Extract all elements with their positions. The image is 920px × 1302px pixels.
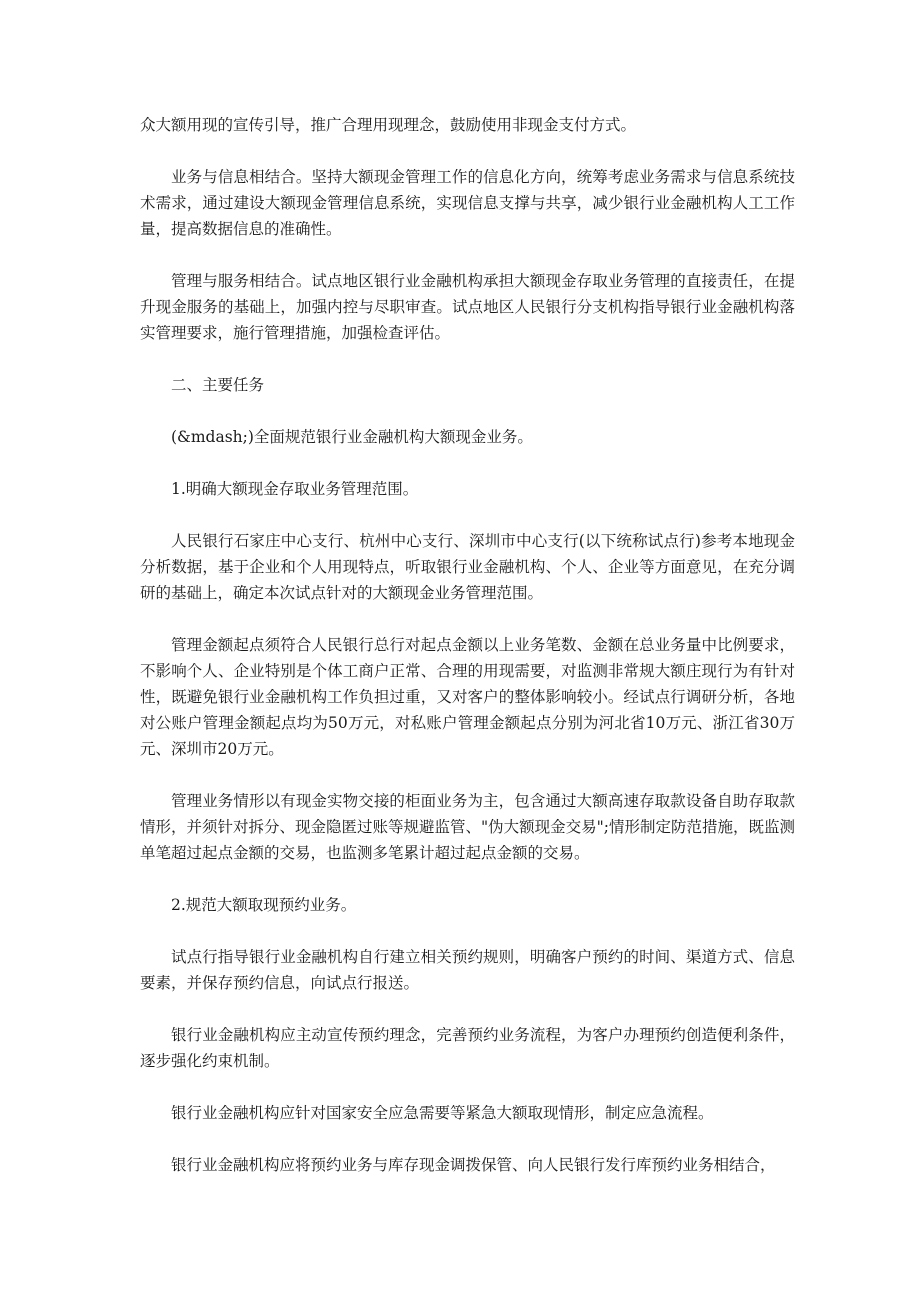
paragraph-9: 银行业金融机构应针对国家安全应急需要等紧急大额取现情形，制定应急流程。	[171, 1104, 714, 1122]
paragraph-1: 众大额用现的宣传引导，推广合理用现理念，鼓励使用非现金支付方式。	[140, 116, 637, 134]
subsection-heading-1: (&mdash;)全面规范银行业金融机构大额现金业务。	[171, 428, 533, 446]
paragraph-5: 管理金额起点须符合人民银行总行对起点金额以上业务笔数、金额在总业务量中比例要求，不影响个人、企业特别是个体工商户正常、合理的用现需要，对监测非常规大额庄现行为有针对性，既避免银行业金融机构工作负担过重，又对客户的整体影响较小。经试点行调研分析，各地对公账户管理金额起点均为50万元，对私账户管理金额起点分别为河北省10万元、浙江省30万元、深圳市20万元。	[140, 636, 795, 758]
paragraph-7: 试点行指导银行业金融机构自行建立相关预约规则，明确客户预约的时间、渠道方式、信息要素，并保存预约信息，向试点行报送。	[140, 948, 795, 992]
paragraph-2: 业务与信息相结合。坚持大额现金管理工作的信息化方向，统筹考虑业务需求与信息系统技术需求，通过建设大额现金管理信息系统，实现信息支撑与共享，减少银行业金融机构人工工作量，提高数据信息的准确性。	[140, 168, 795, 238]
item-heading-1: 1.明确大额现金存取业务管理范围。	[171, 480, 419, 498]
paragraph-8: 银行业金融机构应主动宣传预约理念，完善预约业务流程，为客户办理预约创造便利条件，逐步强化约束机制。	[140, 1026, 795, 1070]
paragraph-6: 管理业务情形以有现金实物交接的柜面业务为主，包含通过大额高速存取款设备自助存取款情形，并须针对拆分、现金隐匿过账等规避监管、"伪大额现金交易";情形制定防范措施，既监测单笔超过起点金额的交易，也监测多笔累计超过起点金额的交易。	[140, 792, 795, 862]
paragraph-3: 管理与服务相结合。试点地区银行业金融机构承担大额现金存取业务管理的直接责任，在提升现金服务的基础上，加强内控与尽职审查。试点地区人民银行分支机构指导银行业金融机构落实管理要求，施行管理措施，加强检查评估。	[140, 272, 795, 342]
paragraph-10: 银行业金融机构应将预约业务与库存现金调拨保管、向人民银行发行库预约业务相结合，	[171, 1156, 776, 1174]
item-heading-2: 2.规范大额取现预约业务。	[171, 896, 357, 914]
paragraph-4: 人民银行石家庄中心支行、杭州中心支行、深圳市中心支行(以下统称试点行)参考本地现金分析数据，基于企业和个人用现特点，听取银行业金融机构、个人、企业等方面意见，在充分调研的基础上，确定本次试点针对的大额现金业务管理范围。	[140, 532, 795, 602]
section-heading-main-tasks: 二、主要任务	[171, 376, 265, 394]
